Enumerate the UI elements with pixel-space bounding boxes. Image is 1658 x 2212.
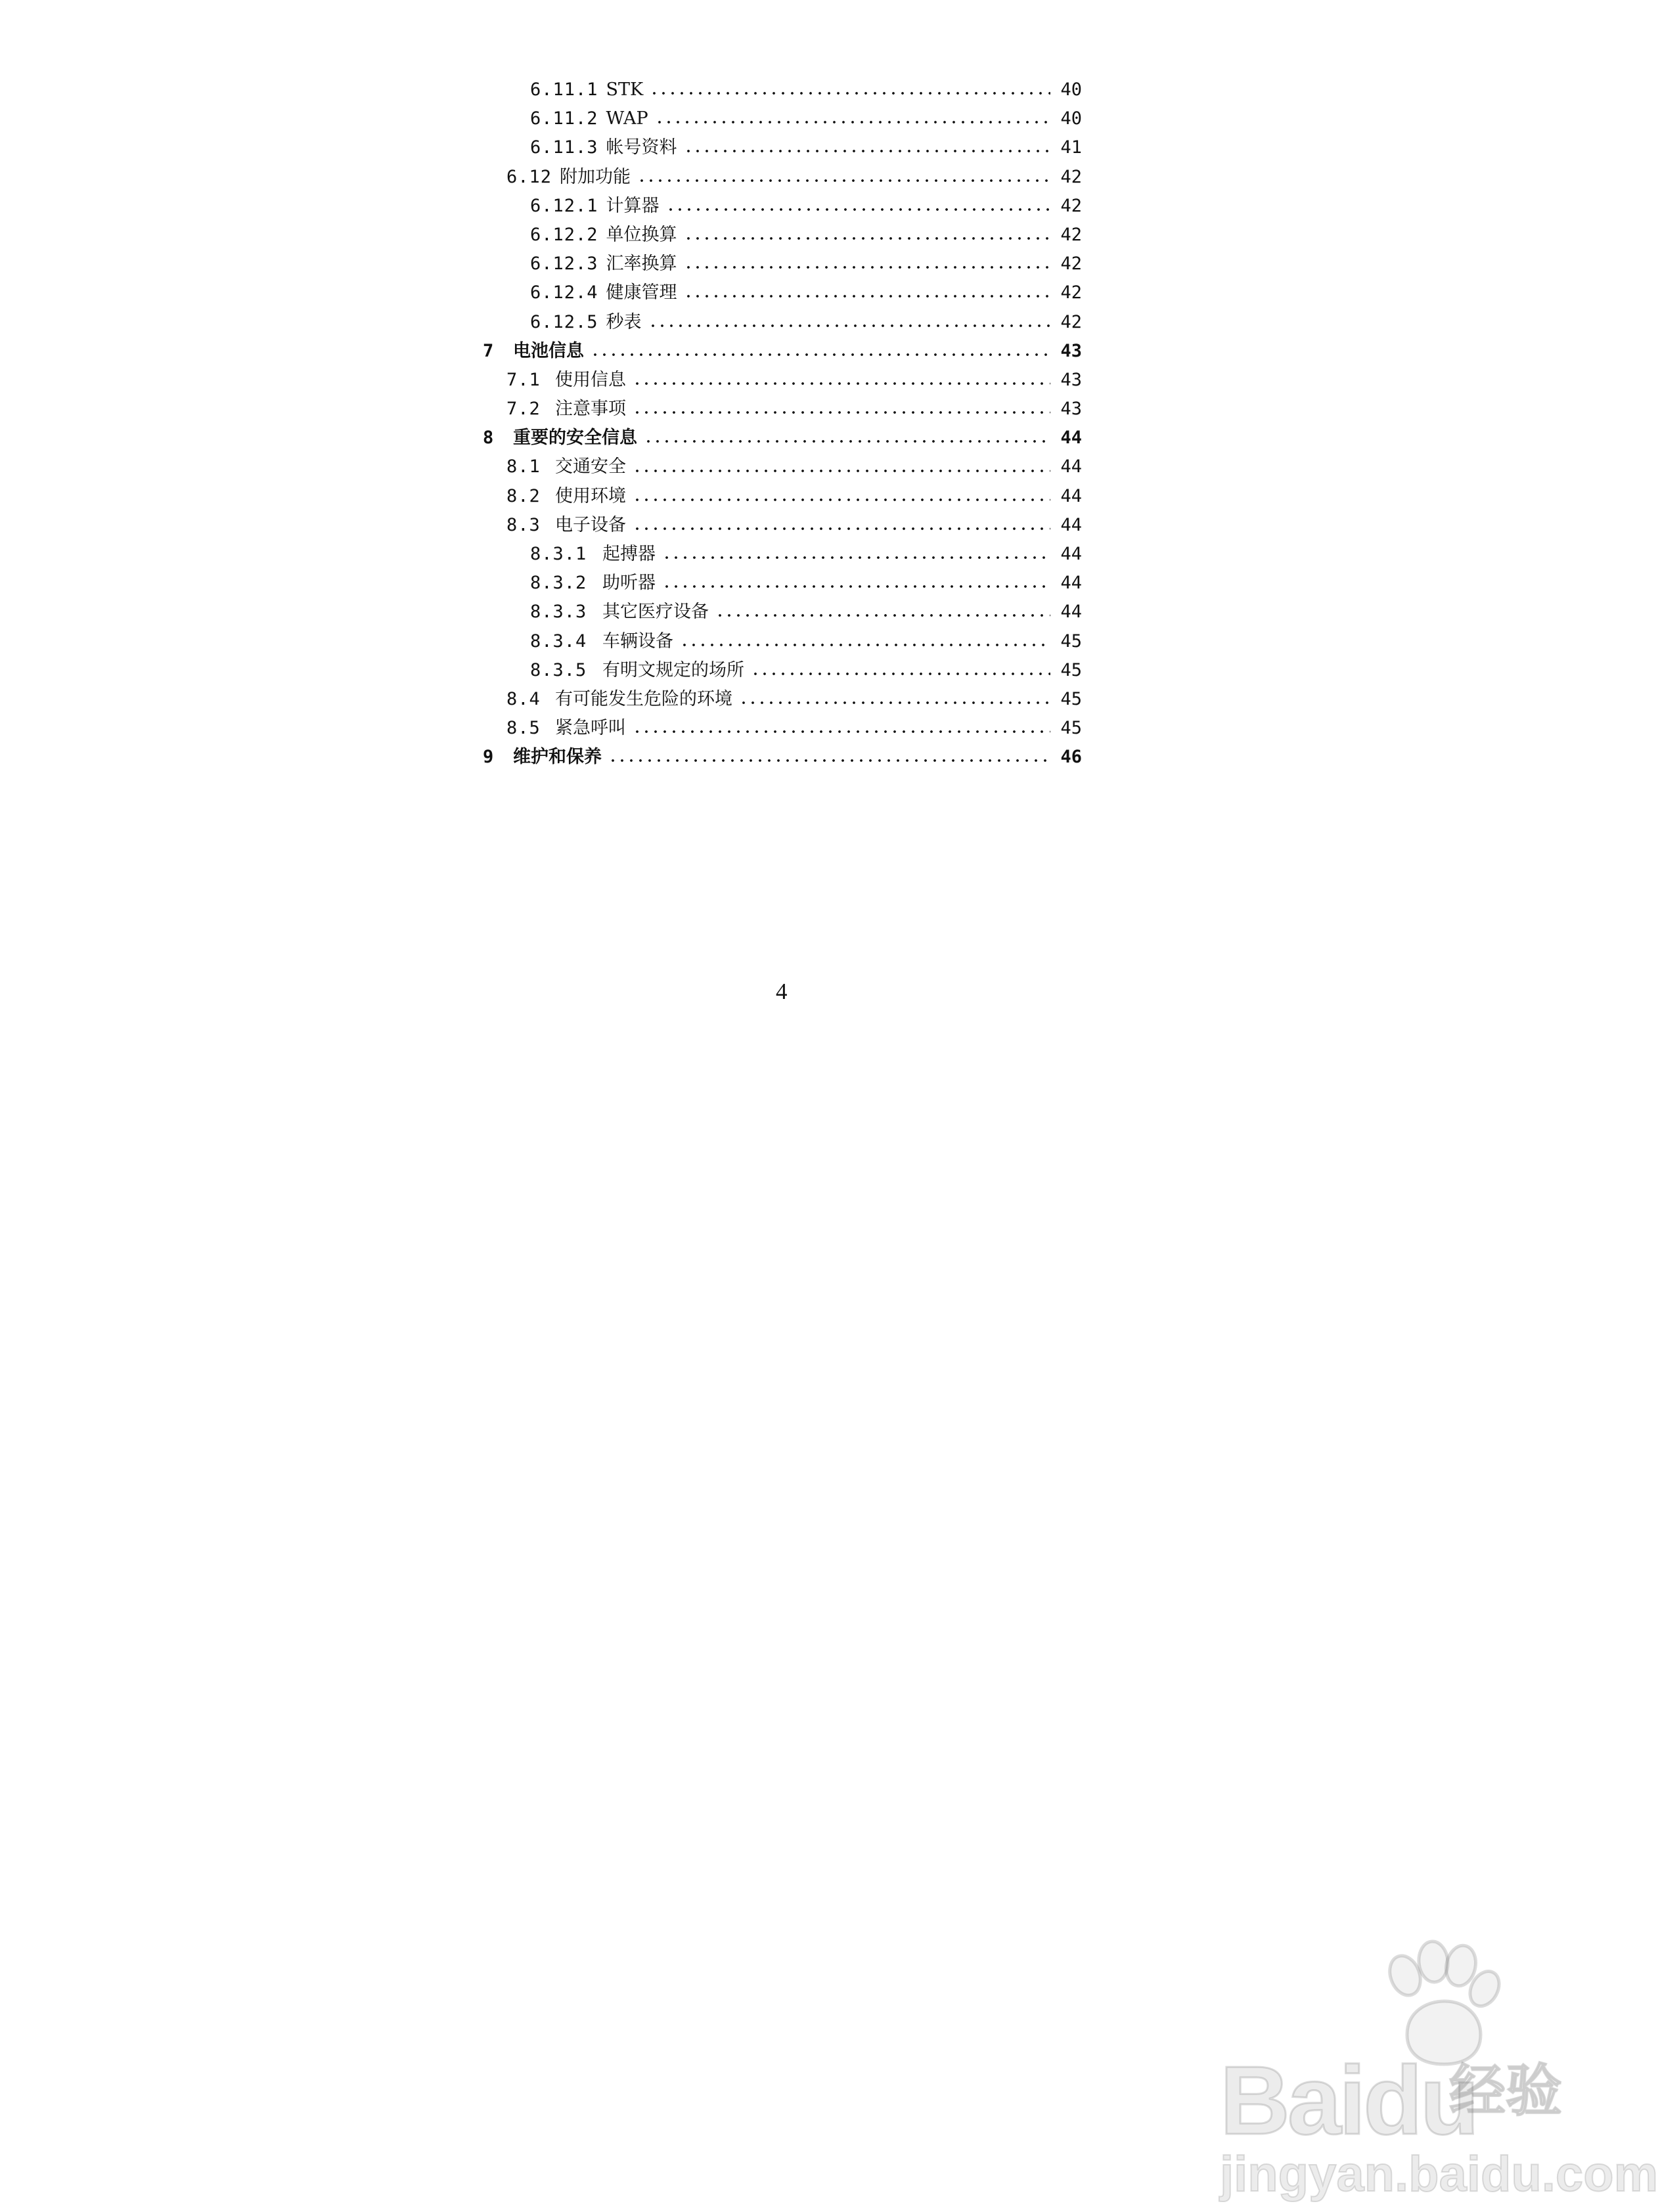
toc-entry-9[interactable] bbox=[483, 743, 1082, 772]
toc-entry-8-3-2[interactable] bbox=[483, 569, 1082, 598]
toc-entry-title: 紧急呼叫 bbox=[555, 718, 626, 739]
toc-entry-number: 6.12.2 bbox=[530, 224, 598, 245]
toc-entry-title: 汇率换算 bbox=[606, 254, 677, 275]
dot-leader bbox=[662, 550, 1050, 565]
dot-leader bbox=[666, 202, 1050, 217]
toc-entry-page: 44 bbox=[1060, 456, 1082, 477]
toc-entry-title: 助听器 bbox=[602, 573, 656, 594]
toc-entry-title: 计算器 bbox=[606, 195, 660, 216]
toc-entry-title: STK bbox=[606, 79, 644, 100]
toc-entry-page: 41 bbox=[1060, 137, 1082, 158]
dot-leader bbox=[655, 114, 1050, 130]
dot-leader bbox=[715, 608, 1050, 623]
toc-entry-number: 6.11.3 bbox=[530, 137, 598, 158]
dot-leader bbox=[684, 231, 1050, 246]
toc-entry-title: 使用环境 bbox=[555, 485, 626, 506]
toc-entry-page: 42 bbox=[1060, 254, 1082, 275]
toc-entry-title: 附加功能 bbox=[560, 166, 631, 187]
toc-entry-page: 43 bbox=[1060, 399, 1082, 420]
toc-entry-6-11-3[interactable] bbox=[483, 133, 1082, 162]
toc-entry-6-12-1[interactable] bbox=[483, 192, 1082, 221]
toc-entry-page: 42 bbox=[1060, 282, 1082, 303]
toc-entry-8-3[interactable] bbox=[483, 511, 1082, 540]
dot-leader bbox=[608, 753, 1050, 768]
toc-entry-title: 有可能发生危险的环境 bbox=[555, 688, 732, 709]
paw-print-icon bbox=[1376, 1939, 1510, 2074]
toc-entry-7-1[interactable] bbox=[483, 366, 1082, 395]
dot-leader bbox=[633, 405, 1050, 420]
toc-entry-title: 有明文规定的场所 bbox=[602, 659, 744, 680]
toc-entry-number: 6.11.1 bbox=[530, 79, 598, 100]
toc-entry-number: 8.3.5 bbox=[530, 659, 587, 680]
toc-entry-title: 帐号资料 bbox=[606, 137, 677, 158]
dot-leader bbox=[637, 173, 1050, 188]
toc-entry-page: 44 bbox=[1060, 544, 1082, 564]
toc-entry-title: 重要的安全信息 bbox=[513, 428, 637, 449]
dot-leader bbox=[633, 463, 1050, 479]
toc-entry-page: 46 bbox=[1060, 747, 1082, 768]
dot-leader bbox=[591, 347, 1050, 363]
toc-entry-page: 44 bbox=[1060, 573, 1082, 594]
watermark-product: 经验 bbox=[1449, 2058, 1562, 2124]
toc-entry-6-12-3[interactable] bbox=[483, 250, 1082, 278]
toc-entry-title: 健康管理 bbox=[606, 282, 677, 303]
toc-entry-number: 8.3.3 bbox=[530, 602, 587, 623]
toc-entry-number: 8.2 bbox=[506, 485, 541, 506]
watermark-du: du bbox=[1363, 2046, 1477, 2155]
toc-entry-8-3-1[interactable] bbox=[483, 540, 1082, 569]
toc-entry-page: 42 bbox=[1060, 195, 1082, 216]
toc-entry-number: 6.12.4 bbox=[530, 282, 598, 303]
dot-leader bbox=[662, 579, 1050, 594]
toc-entry-number: 8.3.2 bbox=[530, 573, 587, 594]
toc-entry-number: 9 bbox=[483, 747, 495, 768]
toc-entry-title: 单位换算 bbox=[606, 224, 677, 245]
toc-entry-number: 8.3.1 bbox=[530, 544, 587, 564]
toc-entry-page: 45 bbox=[1060, 688, 1082, 709]
watermark-brand-text bbox=[1220, 2046, 1477, 2155]
toc-entry-title: 维护和保养 bbox=[513, 747, 602, 768]
toc-entry-title: 车辆设备 bbox=[602, 630, 673, 652]
toc-entry-8-2[interactable] bbox=[483, 482, 1082, 511]
toc-entry-7[interactable] bbox=[483, 337, 1082, 366]
toc-entry-6-11-2[interactable] bbox=[483, 104, 1082, 133]
toc-entry-page: 44 bbox=[1060, 602, 1082, 623]
dot-leader bbox=[633, 376, 1050, 391]
toc-entry-title: 起搏器 bbox=[602, 544, 656, 564]
toc-entry-7-2[interactable] bbox=[483, 395, 1082, 424]
toc-entry-number: 6.11.2 bbox=[530, 108, 598, 129]
dot-leader bbox=[680, 637, 1050, 653]
baidu-jingyan-watermark bbox=[1163, 1936, 1658, 2212]
dot-leader bbox=[751, 666, 1050, 682]
toc-entry-title: 交通安全 bbox=[555, 456, 626, 477]
toc-entry-8[interactable] bbox=[483, 424, 1082, 453]
toc-entry-page: 42 bbox=[1060, 166, 1082, 187]
dot-leader bbox=[684, 259, 1050, 275]
toc-entry-number: 8.1 bbox=[506, 456, 541, 477]
toc-entry-page: 42 bbox=[1060, 311, 1082, 332]
toc-entry-title: WAP bbox=[606, 108, 648, 129]
toc-entry-page: 45 bbox=[1060, 718, 1082, 739]
toc-entry-title: 秒表 bbox=[606, 311, 642, 332]
table-of-contents bbox=[483, 76, 1082, 772]
toc-entry-page: 44 bbox=[1060, 485, 1082, 506]
dot-leader bbox=[633, 521, 1050, 537]
dot-leader bbox=[648, 318, 1050, 334]
toc-entry-number: 8.3 bbox=[506, 514, 541, 535]
watermark-url: jingyan.baidu.com bbox=[1220, 2146, 1658, 2202]
toc-entry-number: 6.12.5 bbox=[530, 311, 598, 332]
toc-entry-page: 45 bbox=[1060, 659, 1082, 680]
toc-entry-8-3-4[interactable] bbox=[483, 627, 1082, 656]
toc-entry-title: 注意事项 bbox=[555, 399, 626, 420]
toc-entry-page: 43 bbox=[1060, 369, 1082, 390]
toc-entry-number: 7 bbox=[483, 340, 495, 361]
dot-leader bbox=[633, 724, 1050, 740]
toc-entry-page: 44 bbox=[1060, 514, 1082, 535]
toc-entry-page: 43 bbox=[1060, 340, 1082, 361]
toc-entry-page: 40 bbox=[1060, 108, 1082, 129]
toc-entry-page: 45 bbox=[1060, 630, 1082, 652]
toc-entry-number: 6.12.3 bbox=[530, 254, 598, 275]
toc-entry-page: 44 bbox=[1060, 428, 1082, 449]
toc-entry-number: 7.2 bbox=[506, 399, 541, 420]
toc-entry-title: 电池信息 bbox=[513, 340, 584, 361]
toc-entry-6-11-1[interactable] bbox=[483, 76, 1082, 104]
dot-leader bbox=[644, 433, 1050, 449]
toc-entry-8-3-3[interactable] bbox=[483, 598, 1082, 627]
dot-leader bbox=[684, 288, 1050, 304]
dot-leader bbox=[739, 695, 1050, 711]
page-number: 4 bbox=[776, 979, 788, 1004]
toc-entry-8-1[interactable] bbox=[483, 453, 1082, 481]
toc-entry-page: 42 bbox=[1060, 224, 1082, 245]
dot-leader bbox=[633, 492, 1050, 508]
toc-entry-number: 6.12 bbox=[506, 166, 552, 187]
toc-entry-6-12-4[interactable] bbox=[483, 278, 1082, 307]
dot-leader bbox=[684, 143, 1050, 159]
toc-entry-title: 其它医疗设备 bbox=[602, 602, 709, 623]
toc-entry-page: 40 bbox=[1060, 79, 1082, 100]
toc-entry-number: 8.5 bbox=[506, 718, 541, 739]
toc-entry-number: 6.12.1 bbox=[530, 195, 598, 216]
toc-entry-8-3-5[interactable] bbox=[483, 656, 1082, 685]
toc-entry-6-12[interactable] bbox=[483, 163, 1082, 192]
toc-entry-number: 8 bbox=[483, 428, 495, 449]
toc-entry-8-5[interactable] bbox=[483, 714, 1082, 743]
toc-entry-6-12-5[interactable] bbox=[483, 308, 1082, 337]
toc-entry-6-12-2[interactable] bbox=[483, 221, 1082, 250]
dot-leader bbox=[650, 85, 1050, 101]
watermark-bai: Bai bbox=[1220, 2046, 1364, 2155]
toc-entry-number: 8.4 bbox=[506, 688, 541, 709]
toc-entry-title: 使用信息 bbox=[555, 369, 626, 390]
toc-entry-title: 电子设备 bbox=[555, 514, 626, 535]
toc-entry-number: 8.3.4 bbox=[530, 630, 587, 652]
toc-entry-number: 7.1 bbox=[506, 369, 541, 390]
toc-entry-8-4[interactable] bbox=[483, 685, 1082, 714]
